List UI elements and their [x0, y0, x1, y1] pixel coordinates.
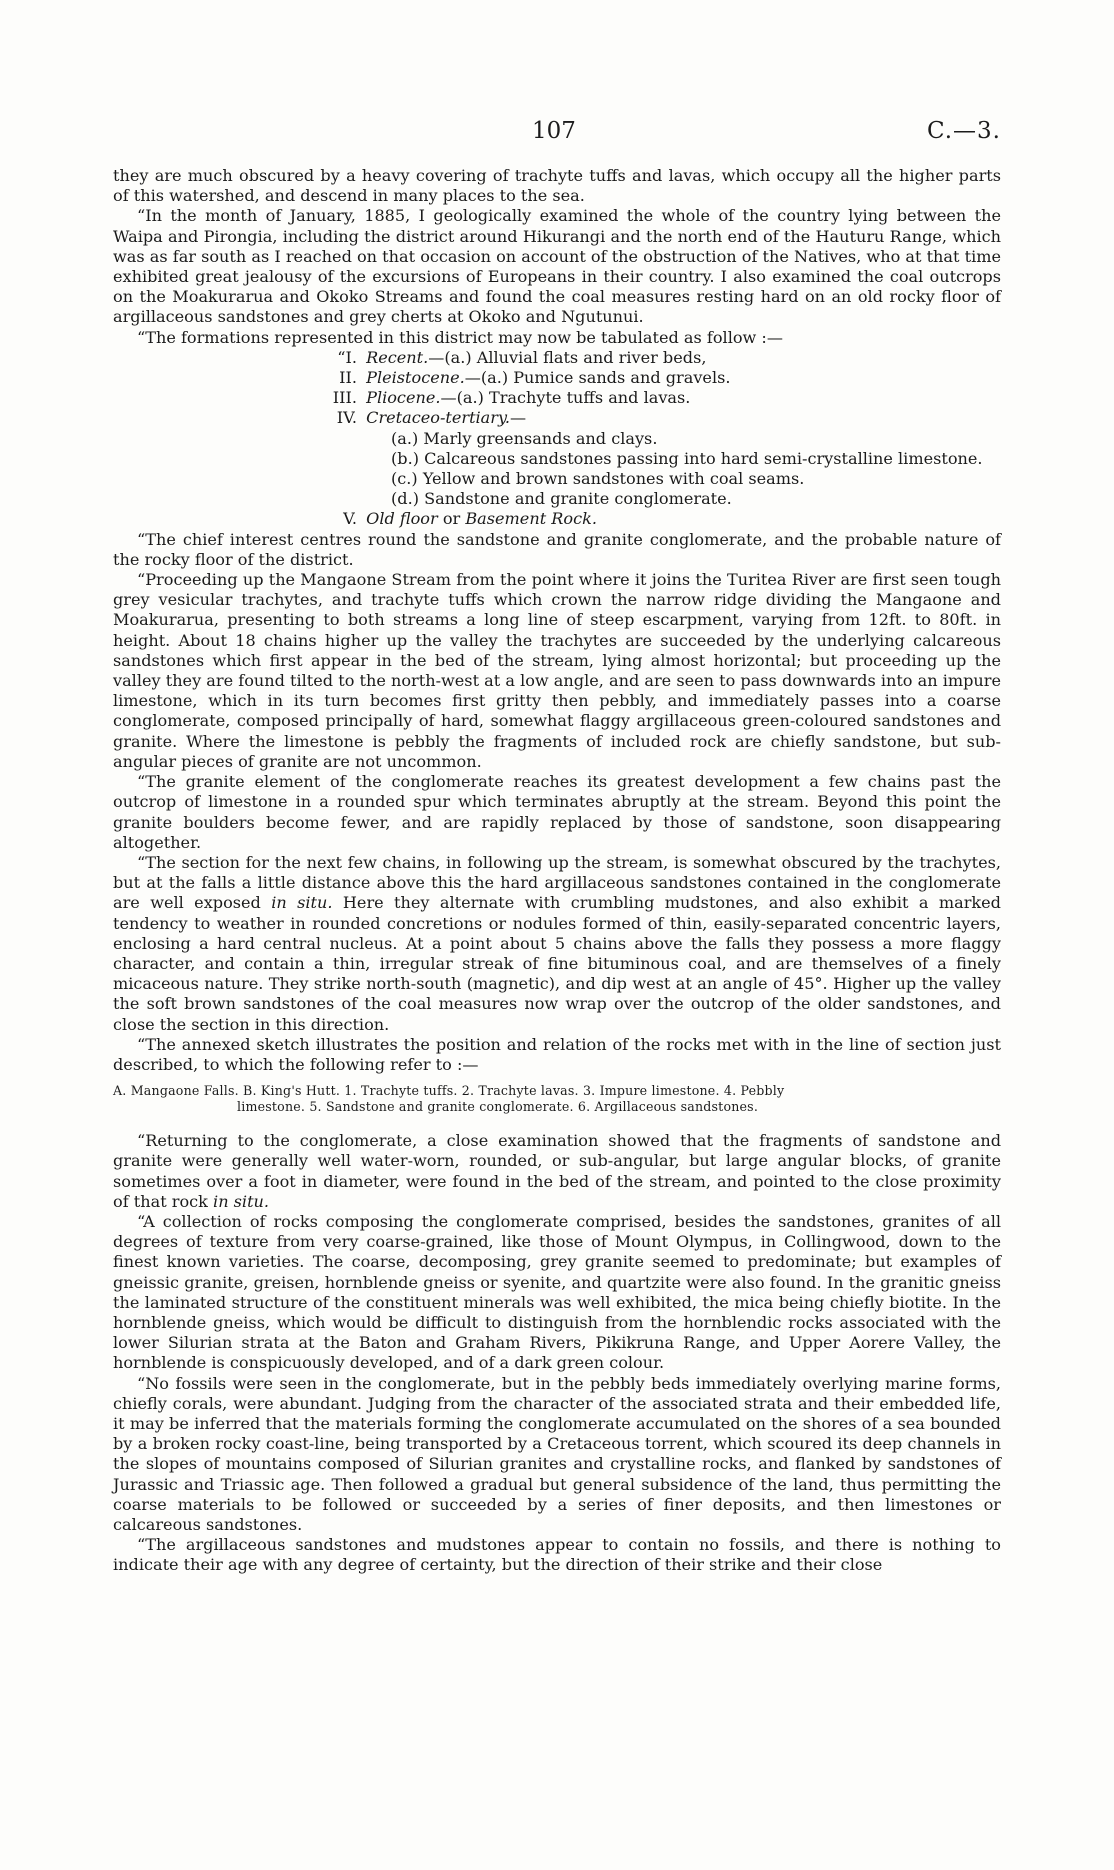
formation-subitem — [113, 429, 1001, 449]
formation-number: II. — [339, 368, 357, 388]
formation-item — [113, 348, 1001, 368]
caption-line: limestone. 5. Sandstone and granite conglomerate. 6. Argillaceous sandstones. — [237, 1099, 759, 1115]
formation-connector: or — [442, 509, 461, 529]
paragraph: “The formations represented in this district may now be tabulated as follow :— — [137, 327, 783, 347]
page-number: 107 — [532, 118, 576, 144]
paragraph: “The argillaceous sandstones and mudstones appear to contain no fossils, and there is nothing to indicate their age with any degree of certainty, but the direction of their strike and their close — [113, 1535, 1001, 1575]
subitem-label: (b.) — [391, 448, 419, 468]
paragraph — [113, 853, 1001, 1035]
formation-number: V. — [343, 509, 357, 529]
italic-term: in situ. — [213, 1191, 270, 1211]
subitem-text: Marly greensands and clays. — [423, 428, 658, 448]
body-text — [113, 166, 1001, 1576]
formation-number: “I. — [337, 347, 357, 367]
paragraph-text: “The section for the next few chains, in following up the stream, is somewhat obscured by the trachytes, but at the falls a little distance above this the hard argillaceous sandstones contained in the conglomerate are well exposed — [113, 852, 1001, 913]
paragraph: “No fossils were seen in the conglomerate, but in the pebbly beds immediately overlying marine forms, chiefly corals, were abundant. Judging from the character of the associated strata and their embedded life, it may be inferred that the materials forming the conglomerate accumulated on the shores of a sea bounded by a broken rocky coast-line, being transported by a Cretaceous torrent, which scoured its deep channels in the slopes of mountains composed of Silurian granites and crystalline rocks, and flanked by sandstones of Jurassic and Triassic age. Then followed a gradual but general subsidence of the land, thus permitting the coarse materials to be followed or succeeded by a series of finer deposits, and then limestones or calcareous sandstones. — [113, 1373, 1001, 1534]
formation-detail: —(a.) Trachyte tuffs and lavas. — [440, 388, 691, 408]
formation-name: Cretaceo-tertiary. — [366, 408, 511, 428]
formation-item — [113, 388, 1001, 408]
formation-subitem — [113, 469, 1001, 489]
paragraph-text: Here they alternate with crumbling mudstones, and also exhibit a marked tendency to weather in rounded concretions or nodules formed of thin, easily-separated concentric layers, enclosing a hard central nucleus. At a point about 5 chains above the falls they possess a more flaggy character, and contain a thin, irregular streak of fine bituminous coal, and are themselves of a finely micaceous nature. They strike north-south (magnetic), and dip west at an angle of 45°. Higher up the valley the soft brown sandstones of the coal measures now wrap over the outcrop of the older sandstones, and close the section in this direction. — [113, 893, 1001, 1034]
italic-term: in situ. — [271, 893, 333, 913]
formation-name: Recent. — [366, 347, 429, 367]
paragraph: “The chief interest centres round the sandstone and granite conglomerate, and the probable nature of the rocky floor of the district. — [113, 529, 1001, 569]
formation-item — [113, 509, 1001, 529]
paragraph-text: “Returning to the conglomerate, a close examination showed that the fragments of sandstone and granite were generally well water-worn, rounded, or sub-angular, but large angular blocks, of granite sometimes over a foot in diameter, were found in the bed of the stream, and pointed to the close proximity of that rock — [113, 1131, 1001, 1211]
paragraph: “In the month of January, 1885, I geologically examined the whole of the country lying between the Waipa and Pirongia, including the district around Hikurangi and the north end of the Hauturu Range, which was as far south as I reached on that occasion on account of the obstruction of the Natives, who at that time exhibited great jealousy of the excursions of Europeans in their country. I also examined the coal outcrops on the Moakurarua and Okoko Streams and found the coal measures resting hard on an old rocky floor of argillaceous sandstones and grey cherts at Okoko and Ngutunui. — [113, 206, 1001, 327]
paragraph: they are much obscured by a heavy covering of trachyte tuffs and lavas, which occupy all the higher parts of this watershed, and descend in many places to the sea. — [113, 166, 1001, 206]
formation-number: IV. — [336, 408, 357, 428]
formation-detail: — — [510, 408, 527, 428]
paragraph: “The granite element of the conglomerate reaches its greatest development a few chains past the outcrop of limestone in a rounded spur which terminates abruptly at the stream. Beyond this point the granite boulders become fewer, and are rapidly replaced by those of sandstone, soon disappearing altogether. — [113, 772, 1001, 852]
paragraph: “The annexed sketch illustrates the position and relation of the rocks met with in the line of section just described, to which the following refer to :— — [113, 1034, 1001, 1074]
subitem-text: Sandstone and granite conglomerate. — [424, 489, 732, 509]
paragraph — [113, 1131, 1001, 1212]
document-reference: C.—3. — [926, 118, 1001, 144]
formation-name: Pliocene. — [366, 388, 441, 408]
formation-detail: —(a.) Alluvial flats and river beds, — [428, 347, 707, 367]
paragraph: “Proceeding up the Mangaone Stream from the point where it joins the Turitea River are first seen tough grey vesicular trachytes, and trachyte tuffs which crown the narrow ridge dividing the Mangaone and Moakurarua, presenting to both streams a long line of steep escarpment, varying from 12ft. to 80ft. in height. About 18 chains higher up the valley the trachytes are succeeded by the underlying calcareous sandstones which first appear in the bed of the stream, lying almost horizontal; but proceeding up the valley they are found tilted to the north-west at a low angle, and are seen to pass downwards into an impure limestone, which in its turn becomes first gritty then pebbly, and immediately passes into a coarse conglomerate, composed principally of hard, somewhat flaggy argillaceous green-coloured sandstones and granite. Where the limestone is pebbly the fragments of included rock are chiefly sandstone, but sub-angular pieces of granite are not uncommon. — [113, 570, 1001, 771]
formation-name: Pleistocene. — [366, 368, 465, 388]
caption-line: A. Mangaone Falls. B. King's Hutt. 1. Trachyte tuffs. 2. Trachyte lavas. 3. Impure limestone. 4. Pebbly — [113, 1083, 785, 1099]
formation-subitem — [113, 449, 1001, 469]
sketch-caption — [113, 1083, 1001, 1115]
subitem-text: Calcareous sandstones passing into hard semi-crystalline limestone. — [424, 448, 983, 468]
subitem-label: (d.) — [391, 489, 419, 509]
formation-name: Old floor — [366, 509, 438, 529]
formation-number: III. — [332, 388, 357, 408]
formations-list — [113, 348, 1001, 530]
formation-item — [113, 368, 1001, 388]
formation-name: Basement Rock. — [465, 509, 597, 529]
formation-subitem — [113, 489, 1001, 509]
subitem-text: Yellow and brown sandstones with coal seams. — [422, 469, 805, 489]
page-header — [0, 118, 1114, 154]
subitem-label: (c.) — [391, 469, 418, 489]
formation-detail: —(a.) Pumice sands and gravels. — [464, 368, 731, 388]
subitem-label: (a.) — [391, 428, 419, 448]
formation-item — [113, 408, 1001, 428]
paragraph: “A collection of rocks composing the conglomerate comprised, besides the sandstones, granites of all degrees of texture from very coarse-grained, like those of Mount Olympus, in Collingwood, down to the finest known varieties. The coarse, decomposing, grey granite seemed to predominate; but examples of gneissic granite, greisen, hornblende gneiss or syenite, and quartzite were also found. In the granitic gneiss the laminated structure of the constituent minerals was well exhibited, the mica being chiefly biotite. In the hornblende gneiss, which would be difficult to distinguish from the hornblendic rocks associated with the lower Silurian strata at the Baton and Graham Rivers, Pikikruna Range, and Upper Aorere Valley, the hornblende is conspicuously developed, and of a dark green colour. — [113, 1211, 1001, 1373]
